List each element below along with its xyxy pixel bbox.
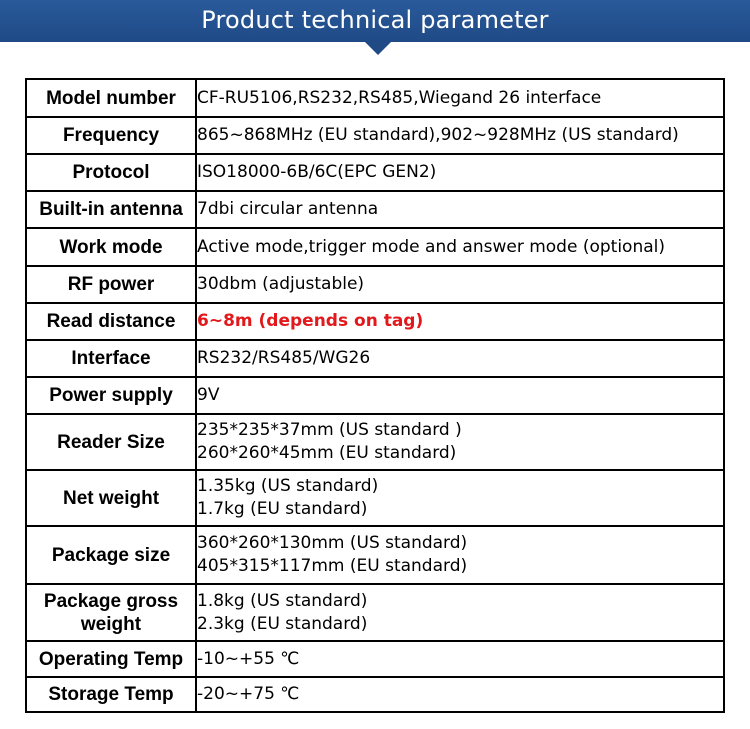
table-row	[26, 526, 724, 584]
param-label: Model number	[26, 79, 196, 117]
table-row	[26, 154, 724, 191]
param-label: Read distance	[26, 303, 196, 340]
param-label: Protocol	[26, 154, 196, 191]
param-value: -10~+55 ℃	[196, 641, 724, 677]
param-label: Interface	[26, 340, 196, 377]
param-label: Net weight	[26, 470, 196, 526]
param-value: 360*260*130mm (US standard) 405*315*117mm (EU standard)	[196, 526, 724, 584]
param-label: Work mode	[26, 228, 196, 266]
table-row	[26, 303, 724, 340]
param-label: Operating Temp	[26, 641, 196, 677]
param-value: RS232/RS485/WG26	[196, 340, 724, 377]
param-label: Package gross weight	[26, 584, 196, 641]
param-value: -20~+75 ℃	[196, 677, 724, 712]
param-value: 30dbm (adjustable)	[196, 266, 724, 303]
table-row	[26, 191, 724, 228]
table-row	[26, 117, 724, 154]
param-value: CF-RU5106,RS232,RS485,Wiegand 26 interface	[196, 79, 724, 117]
banner-arrow-icon	[365, 42, 391, 55]
param-value: 235*235*37mm (US standard ) 260*260*45mm (EU standard)	[196, 414, 724, 470]
param-label: Reader Size	[26, 414, 196, 470]
param-value: 865~868MHz (EU standard),902~928MHz (US standard)	[196, 117, 724, 154]
param-value: Active mode,trigger mode and answer mode (optional)	[196, 228, 724, 266]
table-row	[26, 266, 724, 303]
table-row	[26, 470, 724, 526]
table-row	[26, 228, 724, 266]
param-value: 1.8kg (US standard) 2.3kg (EU standard)	[196, 584, 724, 641]
param-label: RF power	[26, 266, 196, 303]
param-label: Storage Temp	[26, 677, 196, 712]
param-value: ISO18000-6B/6C(EPC GEN2)	[196, 154, 724, 191]
parameter-table	[25, 78, 725, 713]
param-value: 1.35kg (US standard) 1.7kg (EU standard)	[196, 470, 724, 526]
table-row	[26, 377, 724, 414]
param-label: Built-in antenna	[26, 191, 196, 228]
table-row	[26, 584, 724, 641]
page-title: Product technical parameter	[201, 6, 549, 34]
param-label: Power supply	[26, 377, 196, 414]
table-row	[26, 641, 724, 677]
table-row	[26, 340, 724, 377]
table-row	[26, 79, 724, 117]
table-row	[26, 677, 724, 712]
param-label: Frequency	[26, 117, 196, 154]
param-value-highlight: 6~8m (depends on tag)	[196, 303, 724, 340]
table-row	[26, 414, 724, 470]
param-value: 7dbi circular antenna	[196, 191, 724, 228]
param-label: Package size	[26, 526, 196, 584]
param-value: 9V	[196, 377, 724, 414]
